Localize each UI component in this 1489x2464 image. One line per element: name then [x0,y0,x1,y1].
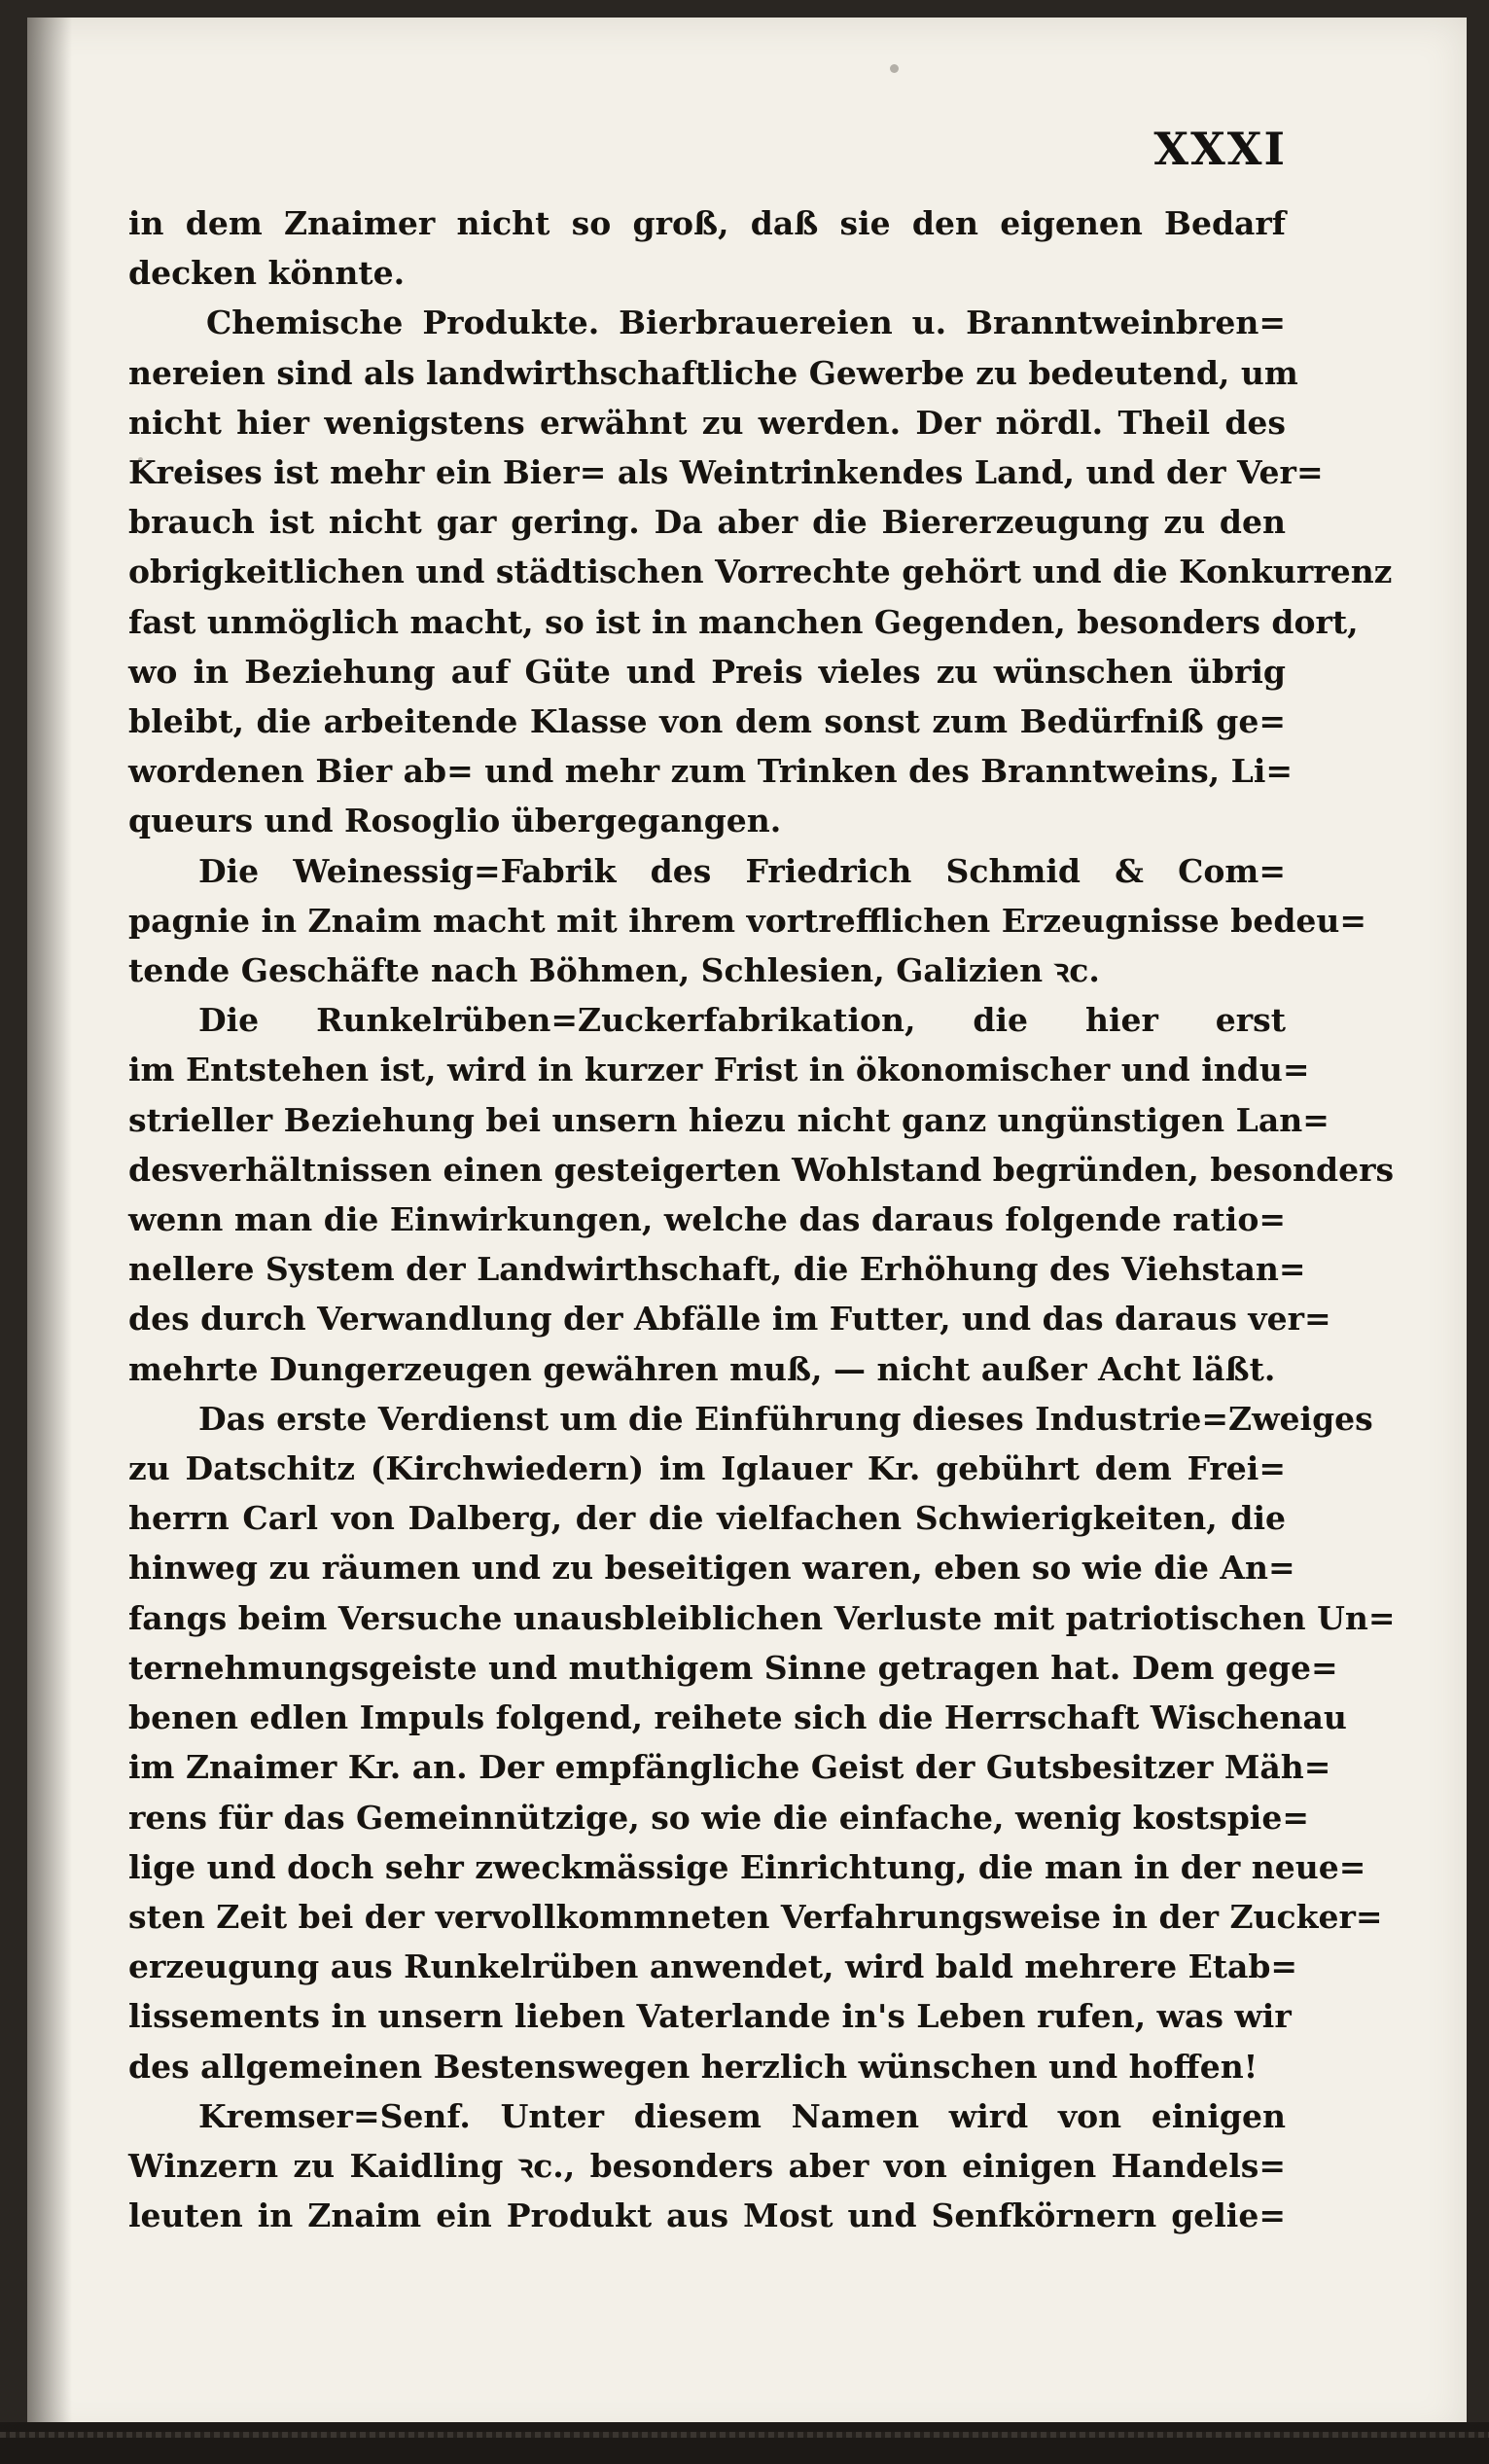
section-heading-line: Die Runkelrüben=Zuckerfabrikation, die hier erst [198,1001,1286,1040]
text-line: lige und doch sehr zweckmässige Einrichtung, die man in der neue= [128,1847,1366,1886]
section-heading-line: Die Weinessig=Fabrik des Friedrich Schmid & Com= [198,851,1286,890]
text-line: des allgemeinen Bestenswegen herzlich wünschen und hoffen! [128,2047,1259,2086]
text-line: pagnie in Znaim macht mit ihrem vortrefflichen Erzeugnisse bedeu= [128,901,1367,940]
scan-bottom-edge [0,2422,1489,2464]
text-line: hinweg zu räumen und zu beseitigen waren, eben so wie die An= [128,1549,1295,1588]
text-line: lissements in unsern lieben Vaterlande in's Leben rufen, was wir [128,1997,1292,2036]
page-number: XXXI [1153,123,1287,175]
text-line: nereien sind als landwirthschaftliche Gewerbe zu bedeutend, um [128,353,1298,392]
text-line: mehrte Dungerzeugen gewähren muß, — nicht außer Acht läßt. [128,1349,1276,1388]
text-line: decken könnte. [128,254,406,293]
text-line: fast unmöglich macht, so ist in manchen Gegenden, besonders dort, [128,602,1359,641]
text-line: brauch ist nicht gar gering. Da aber die Biererzeugung zu den [128,503,1286,542]
text-line: sten Zeit bei der vervollkommneten Verfahrungsweise in der Zucker= [128,1897,1383,1936]
text-line: ternehmungsgeiste und muthigem Sinne getragen hat. Dem gege= [128,1648,1338,1687]
text-line: erzeugung aus Runkelrüben anwendet, wird bald mehrere Etab= [128,1947,1298,1986]
body-text [128,198,1396,2240]
text-line: fangs beim Versuche unausbleiblichen Verluste mit patriotischen Un= [128,1598,1396,1637]
page-edge-stripe [0,2432,1489,2438]
text-line: benen edlen Impuls folgend, reihete sich die Herrschaft Wischenau [128,1698,1347,1737]
text-line: tende Geschäfte nach Böhmen, Schlesien, Galizien ꝛc. [128,951,1100,990]
text-line: Winzern zu Kaidling ꝛc., besonders aber von einigen Handels= [128,2146,1286,2185]
section-heading-line: Kremser=Senf. Unter diesem Namen wird von einigen [198,2096,1286,2135]
text-line: des durch Verwandlung der Abfälle im Futter, und das daraus ver= [128,1300,1331,1339]
text-line: im Znaimer Kr. an. Der empfängliche Geist der Gutsbesitzer Mäh= [128,1748,1331,1787]
text-line: desverhältnissen einen gesteigerten Wohlstand begründen, besonders [128,1150,1395,1189]
section-heading-line: Chemische Produkte. Bierbrauereien u. Branntweinbren= [206,304,1286,342]
text-line: bleibt, die arbeitende Klasse von dem sonst zum Bedürfniß ge= [128,702,1286,741]
paragraph-start-line: Das erste Verdienst um die Einführung dieses Industrie=Zweiges [198,1399,1373,1438]
text-line: queurs und Rosoglio übergegangen. [128,802,782,840]
text-line: herrn Carl von Dalberg, der die vielfachen Schwierigkeiten, die [128,1499,1286,1538]
text-line: zu Datschitz (Kirchwiedern) im Iglauer Kr. gebührt dem Frei= [128,1449,1286,1488]
text-line: obrigkeitlichen und städtischen Vorrechte gehört und die Konkurrenz [128,553,1393,591]
text-line: wenn man die Einwirkungen, welche das daraus folgende ratio= [128,1200,1286,1239]
text-line: nicht hier wenigstens erwähnt zu werden. Der nördl. Theil des [128,403,1286,442]
text-line: nellere System der Landwirthschaft, die Erhöhung des Viehstan= [128,1250,1306,1289]
text-line: wo in Beziehung auf Güte und Preis vieles zu wünschen übrig [128,652,1286,691]
binding-gutter-shadow [27,18,72,2440]
text-line: wordenen Bier ab= und mehr zum Trinken des Branntweins, Li= [128,752,1294,791]
text-line: leuten in Znaim ein Produkt aus Most und Senfkörnern gelie= [128,2196,1286,2235]
text-line: in dem Znaimer nicht so groß, daß sie den eigenen Bedarf [128,204,1286,242]
text-line: Kreises ist mehr ein Bier= als Weintrinkendes Land, und der Ver= [128,453,1324,492]
text-line: strieller Beziehung bei unsern hiezu nicht ganz ungünstigen Lan= [128,1100,1329,1139]
ink-speck [890,64,899,73]
text-line: im Entstehen ist, wird in kurzer Frist in ökonomischer und indu= [128,1051,1310,1089]
text-line: rens für das Gemeinnützige, so wie die einfache, wenig kostspie= [128,1798,1309,1837]
